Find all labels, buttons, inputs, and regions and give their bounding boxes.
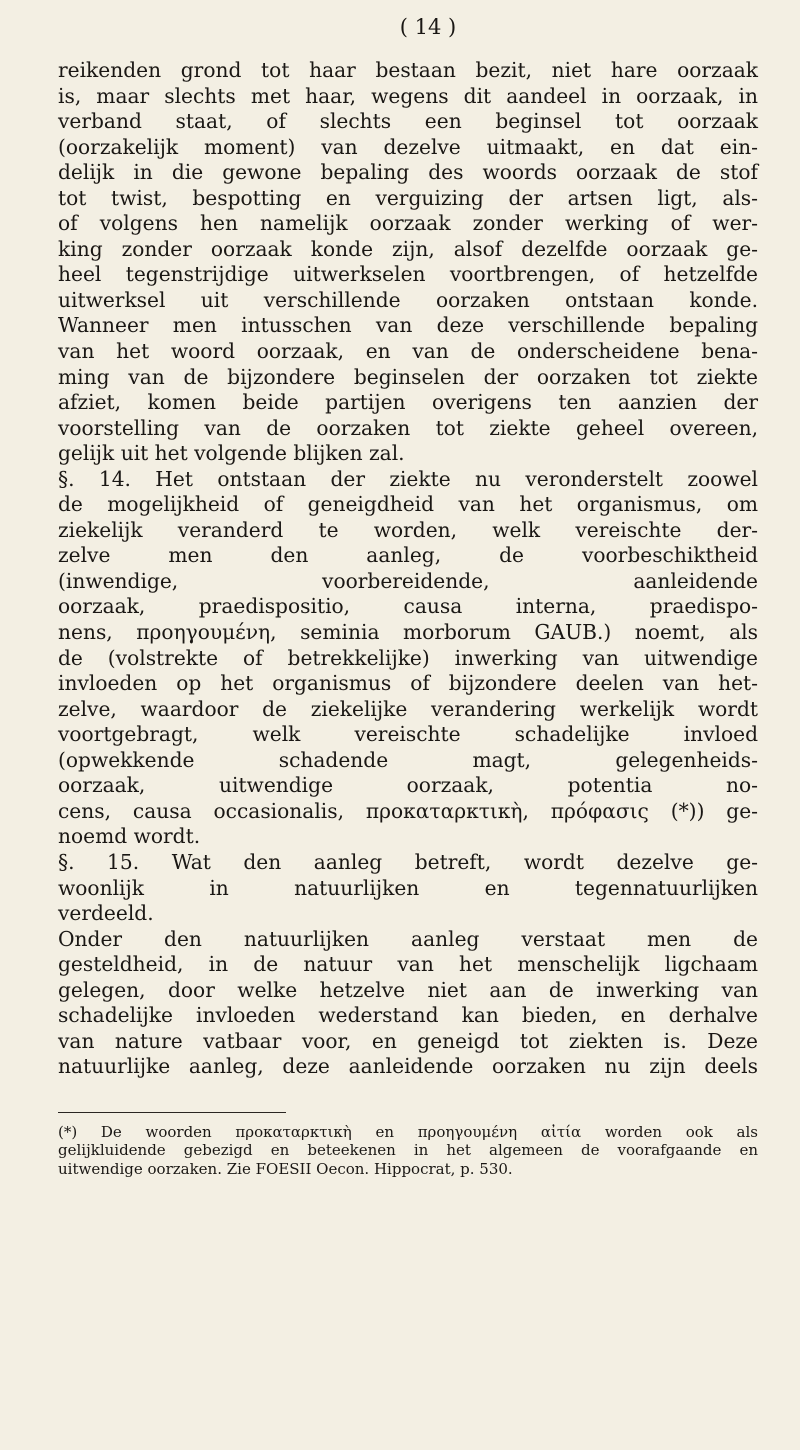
text-line: Wanneer men intusschen van deze verschillende bepaling <box>58 313 758 338</box>
footnote-divider <box>58 1112 286 1113</box>
text-line: de (volstrekte of betrekkelijke) inwerking van uitwendige <box>58 645 758 670</box>
footnote-line: (*) De woorden προκαταρκτικὴ en προηγουμένη αἰτία worden ook als <box>58 1122 758 1141</box>
text-line: (inwendige, voorbereidende, aanleidende <box>58 568 758 593</box>
section-15-heading-line: §. 15. Wat den aanleg betreft, wordt dezelve ge- <box>58 849 758 874</box>
text-line: nens, προηγουμένη, seminia morborum GAUB.) noemt, als <box>58 620 758 645</box>
text-line: oorzaak, praedispositio, causa interna, praedispo- <box>58 594 758 619</box>
text-line: zelve men den aanleg, de voorbeschiktheid <box>58 543 758 568</box>
footnote <box>58 1123 758 1179</box>
text-line: uitwerksel uit verschillende oorzaken ontstaan konde. <box>58 287 758 312</box>
text-line: of volgens hen namelijk oorzaak zonder werking of wer- <box>58 211 758 236</box>
page-number: ( 14 ) <box>399 15 457 39</box>
text-line: tot twist, bespotting en verguizing der artsen ligt, als- <box>58 185 758 210</box>
text-line: is, maar slechts met haar, wegens dit aandeel in oorzaak, in <box>58 83 758 108</box>
text-line: ming van de bijzondere beginselen der oorzaken tot ziekte <box>58 364 758 389</box>
footnote-line: gelijkluidende gebezigd en beteekenen in het algemeen de voorafgaande en <box>58 1141 758 1160</box>
text-line: afziet, komen beide partijen overigens ten aanzien der <box>58 390 758 415</box>
text-line: gelijk uit het volgende blijken zal. <box>58 441 405 466</box>
text-line: verdeeld. <box>58 901 154 926</box>
text-line: gesteldheid, in de natuur van het menschelijk ligchaam <box>58 952 758 977</box>
section-14-heading-line: §. 14. Het ontstaan der ziekte nu veronderstelt zoowel <box>58 466 758 491</box>
text-line: king zonder oorzaak konde zijn, alsof dezelfde oorzaak ge- <box>58 236 758 261</box>
text-line: voortgebragt, welk vereischte schadelijke invloed <box>58 722 758 747</box>
text-line: voorstelling van de oorzaken tot ziekte geheel overeen, <box>58 415 758 440</box>
text-line: schadelijke invloeden wederstand kan bieden, en derhalve <box>58 1003 758 1028</box>
text-line: (oorzakelijk moment) van dezelve uitmaakt, en dat ein- <box>58 134 758 159</box>
text-line: zelve, waardoor de ziekelijke verandering werkelijk wordt <box>58 696 758 721</box>
text-line: gelegen, door welke hetzelve niet aan de inwerking van <box>58 977 758 1002</box>
text-line: natuurlijke aanleg, deze aanleidende oorzaken nu zijn deels <box>58 1054 758 1079</box>
text-line: reikenden grond tot haar bestaan bezit, niet hare oorzaak <box>58 58 758 82</box>
text-line: heel tegenstrijdige uitwerkselen voortbrengen, of hetzelfde <box>58 262 758 287</box>
text-line: Onder den natuurlijken aanleg verstaat men de <box>58 926 758 951</box>
text-line: oorzaak, uitwendige oorzaak, potentia no- <box>58 773 758 798</box>
text-line: delijk in die gewone bepaling des woords oorzaak de stof <box>58 160 758 185</box>
text-line: de mogelijkheid of geneigdheid van het organismus, om <box>58 492 758 517</box>
text-line: van het woord oorzaak, en van de onderscheidene bena- <box>58 339 758 364</box>
text-line: invloeden op het organismus of bijzondere deelen van het- <box>58 671 758 696</box>
text-line: woonlijk in natuurlijken en tegennatuurlijken <box>58 875 758 900</box>
text-line: noemd wordt. <box>58 824 201 849</box>
text-line: cens, causa occasionalis, προκαταρκτικὴ, πρόφασις (*)) ge- <box>58 798 758 823</box>
footnote-line: uitwendige oorzaken. Zie FOESII Oecon. Hippocrat, p. 530. <box>58 1159 513 1178</box>
text-line: verband staat, of slechts een beginsel tot oorzaak <box>58 109 758 134</box>
text-line: (opwekkende schadende magt, gelegenheids- <box>58 747 758 772</box>
text-line: van nature vatbaar voor, en geneigd tot ziekten is. Deze <box>58 1028 758 1053</box>
book-page <box>58 12 758 1178</box>
text-line: ziekelijk veranderd te worden, welk vereischte der- <box>58 517 758 542</box>
body-text <box>58 58 758 1080</box>
